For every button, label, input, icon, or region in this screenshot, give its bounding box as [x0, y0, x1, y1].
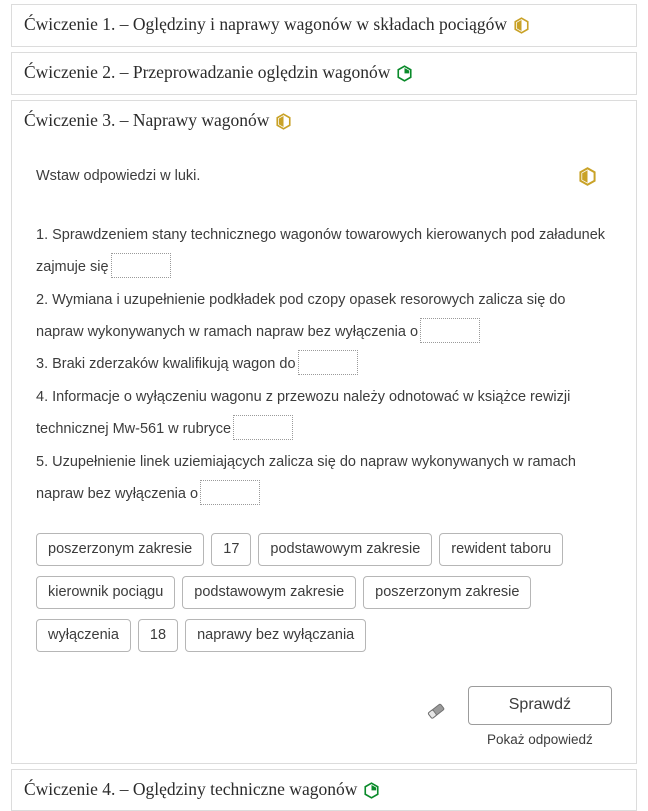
accordion-panel-exercise-1: [11, 4, 637, 47]
accordion-header-exercise-1[interactable]: [12, 5, 636, 46]
question-text: 1. Sprawdzeniem stany technicznego wagonów towarowych kierowanych pod załadunek zajmuje się: [36, 227, 605, 275]
answer-chip[interactable]: kierownik pociągu: [36, 576, 175, 609]
answer-chip[interactable]: podstawowym zakresie: [182, 576, 356, 609]
question-text: 3. Braki zderzaków kwalifikują wagon do: [36, 356, 296, 372]
questions-list: [36, 220, 612, 511]
hexagon-half-filled-icon: [579, 167, 596, 186]
answer-chip[interactable]: naprawy bez wyłączania: [185, 619, 366, 652]
hexagon-half-filled-icon: [276, 113, 291, 130]
answer-blank-2[interactable]: [420, 318, 480, 343]
show-answer-link[interactable]: Pokaż odpowiedź: [487, 732, 593, 747]
question-item: [36, 349, 612, 381]
eraser-icon[interactable]: [422, 697, 450, 725]
accordion-title-exercise-3: Ćwiczenie 3. – Naprawy wagonów: [24, 110, 269, 132]
answer-blank-3[interactable]: [298, 350, 358, 375]
hexagon-quarter-filled-icon: [364, 782, 379, 799]
accordion-panel-exercise-4: [11, 769, 637, 811]
answer-chip[interactable]: poszerzonym zakresie: [36, 533, 204, 566]
accordion-body-exercise-3: [12, 142, 636, 763]
accordion-title-exercise-4: Ćwiczenie 4. – Oględziny techniczne wagonów: [24, 779, 357, 801]
question-item: [36, 447, 612, 511]
accordion-header-exercise-2[interactable]: [12, 53, 636, 94]
exercise-controls: [12, 672, 636, 752]
instruction-text: Wstaw odpowiedzi w luki.: [36, 166, 200, 186]
answer-blank-1[interactable]: [111, 253, 171, 278]
question-text: 2. Wymiana i uzupełnienie podkładek pod czopy opasek resorowych zalicza się do napraw wykonywanych w ramach napraw bez wyłączenia o: [36, 292, 565, 340]
answer-chips: [36, 533, 612, 662]
check-controls: [468, 686, 612, 746]
answer-chip[interactable]: poszerzonym zakresie: [363, 576, 531, 609]
accordion-panel-exercise-3: [11, 100, 637, 764]
hexagon-half-filled-icon: [514, 17, 529, 34]
answer-chip[interactable]: wyłączenia: [36, 619, 131, 652]
question-text: 5. Uzupełnienie linek uziemiających zalicza się do napraw wykonywanych w ramach napraw bez wyłączenia o: [36, 454, 576, 502]
accordion-title-exercise-2: Ćwiczenie 2. – Przeprowadzanie oględzin wagonów: [24, 62, 390, 84]
accordion-header-exercise-3[interactable]: [12, 101, 636, 142]
question-item: [36, 285, 612, 349]
answer-blank-5[interactable]: [200, 480, 260, 505]
question-item: [36, 382, 612, 446]
accordion-header-exercise-4[interactable]: [12, 770, 636, 811]
question-item: [36, 220, 612, 284]
answer-blank-4[interactable]: [233, 415, 293, 440]
accordion-title-exercise-1: Ćwiczenie 1. – Oględziny i naprawy wagonów w składach pociągów: [24, 14, 507, 36]
question-text: 4. Informacje o wyłączeniu wagonu z przewozu należy odnotować w książce rewizji technicznej Mw-561 w rubryce: [36, 389, 570, 437]
answer-chip[interactable]: 18: [138, 619, 178, 652]
answer-chip[interactable]: podstawowym zakresie: [258, 533, 432, 566]
answer-chip[interactable]: rewident taboru: [439, 533, 563, 566]
hexagon-quarter-filled-icon: [397, 65, 412, 82]
check-button[interactable]: Sprawdź: [468, 686, 612, 724]
accordion-panel-exercise-2: [11, 52, 637, 95]
instruction-row: [36, 166, 612, 186]
answer-chip[interactable]: 17: [211, 533, 251, 566]
exercise-content: [12, 142, 636, 673]
